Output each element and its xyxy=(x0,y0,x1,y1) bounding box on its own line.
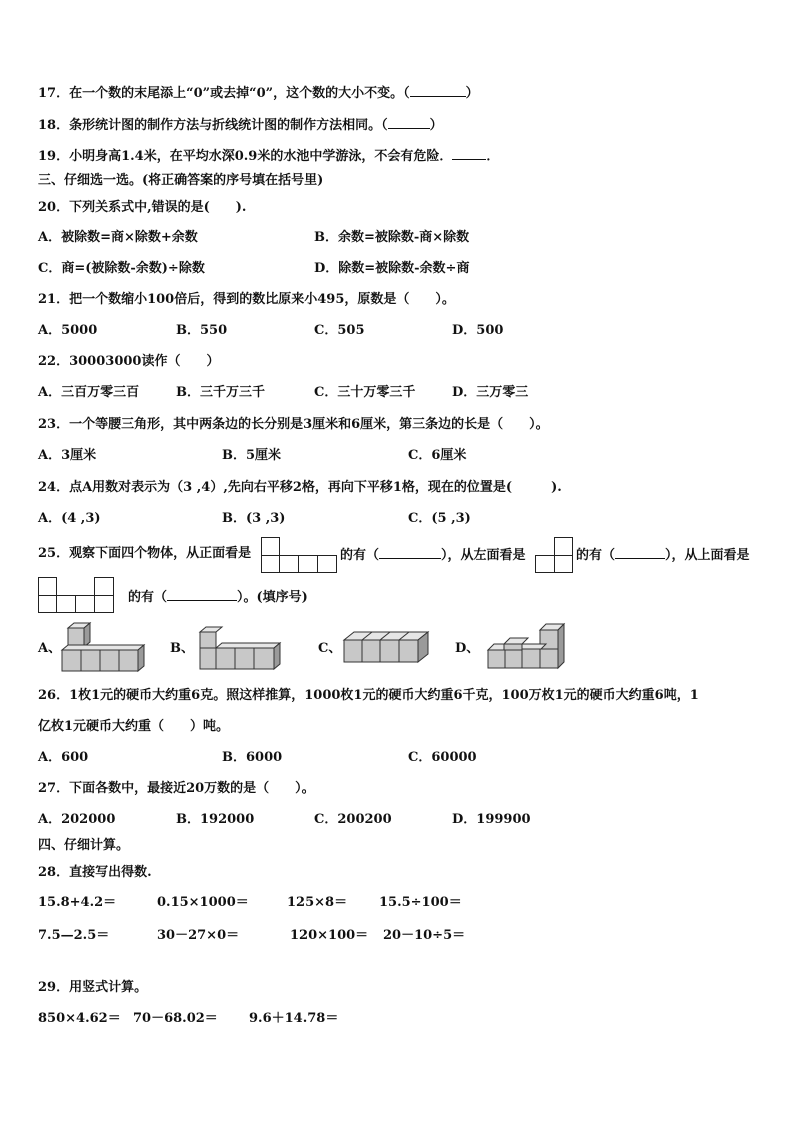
option-b[interactable]: B．5厘米 xyxy=(222,448,282,463)
question-19-text: 19．小明身高1.4米，在平均水深0.9米的水池中学游泳，不会有危险． xyxy=(38,149,453,164)
calc-item[interactable]: 20－10÷5＝ xyxy=(383,928,466,943)
question-23-stem: 23．一个等腰三角形，其中两条边的长分别是3厘米和6厘米，第三条边的长是（ ）。 xyxy=(38,417,549,432)
figure-label-d[interactable]: D、 xyxy=(455,641,480,656)
option-a[interactable]: A．三百万零三百 xyxy=(38,385,140,400)
figure-label-c[interactable]: C、 xyxy=(318,641,342,656)
option-a[interactable]: A．被除数=商×除数+余数 xyxy=(38,230,198,245)
option-b[interactable]: B．550 xyxy=(176,323,228,338)
option-d[interactable]: D．500 xyxy=(452,323,504,338)
figure-label-a[interactable]: A、 xyxy=(38,641,62,656)
question-17-text: 17．在一个数的末尾添上“0”或去掉“0”，这个数的大小不变。（ xyxy=(38,86,410,101)
option-a[interactable]: A．202000 xyxy=(38,812,116,827)
option-c[interactable]: C．6厘米 xyxy=(408,448,467,463)
answer-blank[interactable] xyxy=(167,588,237,601)
question-17: 17．在一个数的末尾添上“0”或去掉“0”，这个数的大小不变。（ ） xyxy=(38,86,479,101)
question-19: 19．小明身高1.4米，在平均水深0.9米的水池中学游泳，不会有危险． ． xyxy=(38,149,500,164)
top-view-figure xyxy=(38,577,114,613)
section-heading: 三、仔细选一选。(将正确答案的序号填在括号里) xyxy=(38,173,324,188)
calc-item[interactable]: 30－27×0＝ xyxy=(157,928,240,943)
question-25-text-2: 的有（ ），从左面看是 xyxy=(340,548,526,563)
calc-item[interactable]: 125×8＝ xyxy=(287,895,348,910)
answer-blank[interactable] xyxy=(452,147,486,160)
option-c[interactable]: C．505 xyxy=(314,323,365,338)
calc-item[interactable]: 120×100＝ xyxy=(290,928,369,943)
question-24-stem: 24．点A用数对表示为（3 ,4）,先向右平移2格，再向下平移1格，现在的位置是( ). xyxy=(38,480,562,495)
option-a[interactable]: A．3厘米 xyxy=(38,448,97,463)
cube-figure-a xyxy=(58,620,146,674)
question-20-stem: 20．下列关系式中,错误的是( ). xyxy=(38,200,247,215)
left-view-figure xyxy=(535,537,573,573)
option-b[interactable]: B．三千万三千 xyxy=(176,385,265,400)
option-c[interactable]: C．三十万零三千 xyxy=(314,385,416,400)
calc-item[interactable]: 0.15×1000＝ xyxy=(157,895,249,910)
calc-item[interactable]: 850×4.62＝ xyxy=(38,1011,121,1026)
question-18-text: 18．条形统计图的制作方法与折线统计图的制作方法相同。（ xyxy=(38,118,388,133)
calc-item[interactable]: 9.6＋14.78＝ xyxy=(249,1011,339,1026)
answer-blank[interactable] xyxy=(615,546,665,559)
question-25-text-3: 的有（ ），从上面看是 xyxy=(576,548,750,563)
calc-item[interactable]: 15.8+4.2＝ xyxy=(38,895,117,910)
answer-blank[interactable] xyxy=(388,116,430,129)
cube-figure-c xyxy=(340,628,432,666)
cube-figure-d xyxy=(484,620,574,672)
question-26-line-1: 26．1枚1元的硬币大约重6克。照这样推算，1000枚1元的硬币大约重6千克，100万枚1元的硬币大约重6吨，1 xyxy=(38,688,699,703)
question-27-stem: 27．下面各数中，最接近20万数的是（ ）。 xyxy=(38,781,315,796)
option-a[interactable]: A．(4 ,3) xyxy=(38,511,101,526)
question-25-text-4: 的有（ ）。(填序号) xyxy=(128,590,308,605)
front-view-figure xyxy=(261,537,337,573)
question-26-line-2: 亿枚1元硬币大约重（ ）吨。 xyxy=(38,719,230,734)
option-d[interactable]: D．三万零三 xyxy=(452,385,529,400)
calc-item[interactable]: 70－68.02＝ xyxy=(133,1011,218,1026)
section-heading: 四、仔细计算。 xyxy=(38,838,130,853)
question-28-stem: 28．直接写出得数. xyxy=(38,865,152,880)
option-b[interactable]: B．6000 xyxy=(222,750,283,765)
option-b[interactable]: B．余数=被除数-商×除数 xyxy=(314,230,470,245)
question-29-stem: 29．用竖式计算。 xyxy=(38,980,148,995)
option-c[interactable]: C．商=(被除数-余数)÷除数 xyxy=(38,261,205,276)
option-c[interactable]: C．200200 xyxy=(314,812,392,827)
answer-blank[interactable] xyxy=(379,546,441,559)
figure-label-b[interactable]: B、 xyxy=(170,641,194,656)
question-22-stem: 22．30003000读作（ ） xyxy=(38,354,220,369)
option-b[interactable]: B．(3 ,3) xyxy=(222,511,286,526)
calc-item[interactable]: 15.5÷100＝ xyxy=(379,895,462,910)
option-b[interactable]: B．192000 xyxy=(176,812,255,827)
question-21-stem: 21．把一个数缩小100倍后，得到的数比原来小495，原数是（ ）。 xyxy=(38,292,455,307)
question-25-text-1: 25．观察下面四个物体，从正面看是 xyxy=(38,546,252,561)
option-c[interactable]: C．(5 ,3) xyxy=(408,511,471,526)
calc-item[interactable]: 7.5—2.5＝ xyxy=(38,928,110,943)
answer-blank[interactable] xyxy=(410,84,466,97)
cube-figure-b xyxy=(196,624,286,672)
option-a[interactable]: A．600 xyxy=(38,750,89,765)
question-18: 18．条形统计图的制作方法与折线统计图的制作方法相同。（ ） xyxy=(38,118,443,133)
option-d[interactable]: D．除数=被除数-余数÷商 xyxy=(314,261,470,276)
option-d[interactable]: D．199900 xyxy=(452,812,531,827)
option-c[interactable]: C．60000 xyxy=(408,750,477,765)
option-a[interactable]: A．5000 xyxy=(38,323,98,338)
